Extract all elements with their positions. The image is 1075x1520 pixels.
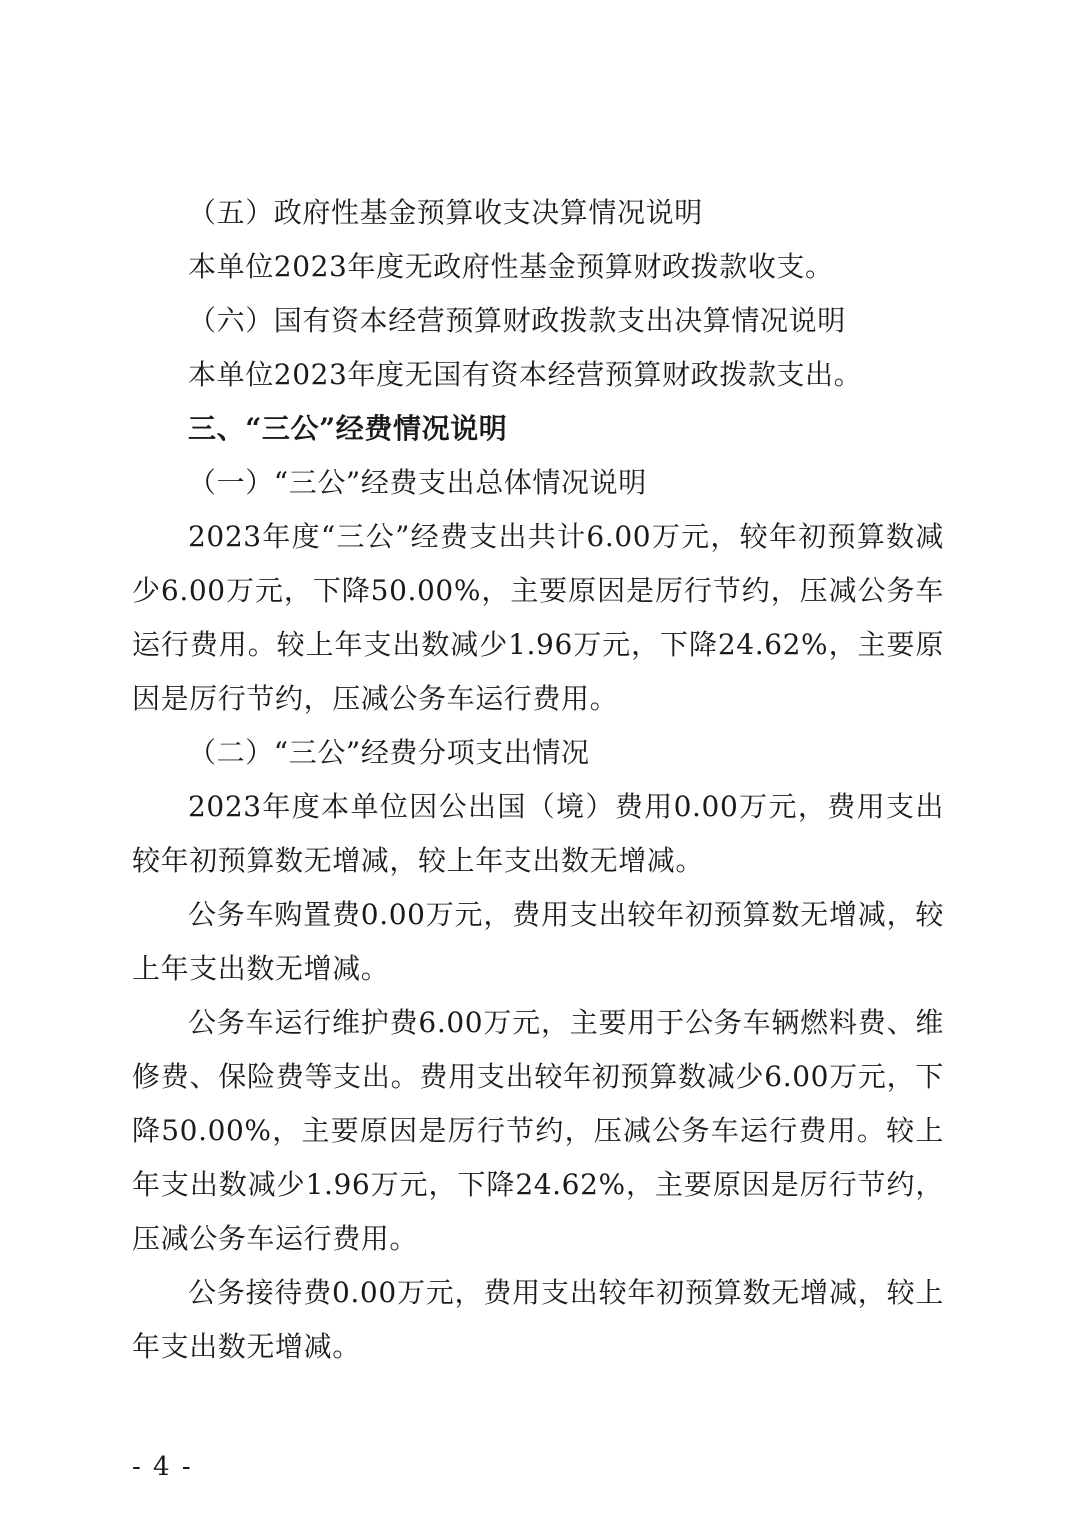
paragraph-state-capital: 本单位2023年度无国有资本经营预算财政拨款支出。 [188,358,863,391]
paragraph-government-fund: 本单位2023年度无政府性基金预算财政拨款收支。 [188,250,834,283]
paragraph-reception: 公务接待费0.00万元，费用支出较年初预算数无增减，较上年支出数无增减。 [132,1276,944,1363]
paragraph-overseas: 2023年度本单位因公出国（境）费用0.00万元，费用支出较年初预算数无增减，较上年支出数无增减。 [132,790,944,877]
subheading-itemized: （二）“三公”经费分项支出情况 [188,736,590,769]
paragraph-overall: 2023年度“三公”经费支出共计6.00万元，较年初预算数减少6.00万元，下降50.00%，主要原因是厉行节约，压减公务车运行费用。较上年支出数减少1.96万元，下降24.62%，主要原因是厉行节约，压减公务车运行费用。 [132,520,944,715]
paragraph-vehicle-purchase: 公务车购置费0.00万元，费用支出较年初预算数无增减，较上年支出数无增减。 [132,898,944,985]
heading-three-public-expenses: 三、“三公”经费情况说明 [188,412,508,445]
paragraph-vehicle-operation: 公务车运行维护费6.00万元，主要用于公务车辆燃料费、维修费、保险费等支出。费用支出较年初预算数减少6.00万元，下降50.00%，主要原因是厉行节约，压减公务车运行费用。较上年支出数减少1.96万元，下降24.62%，主要原因是厉行节约，压减公务车运行费用。 [132,1006,944,1255]
document-body [132,186,944,1374]
page-number: - 4 - [132,1452,193,1482]
subheading-state-capital: （六）国有资本经营预算财政拨款支出决算情况说明 [188,304,846,337]
subheading-government-fund: （五）政府性基金预算收支决算情况说明 [188,196,703,229]
subheading-overall: （一）“三公”经费支出总体情况说明 [188,466,647,499]
